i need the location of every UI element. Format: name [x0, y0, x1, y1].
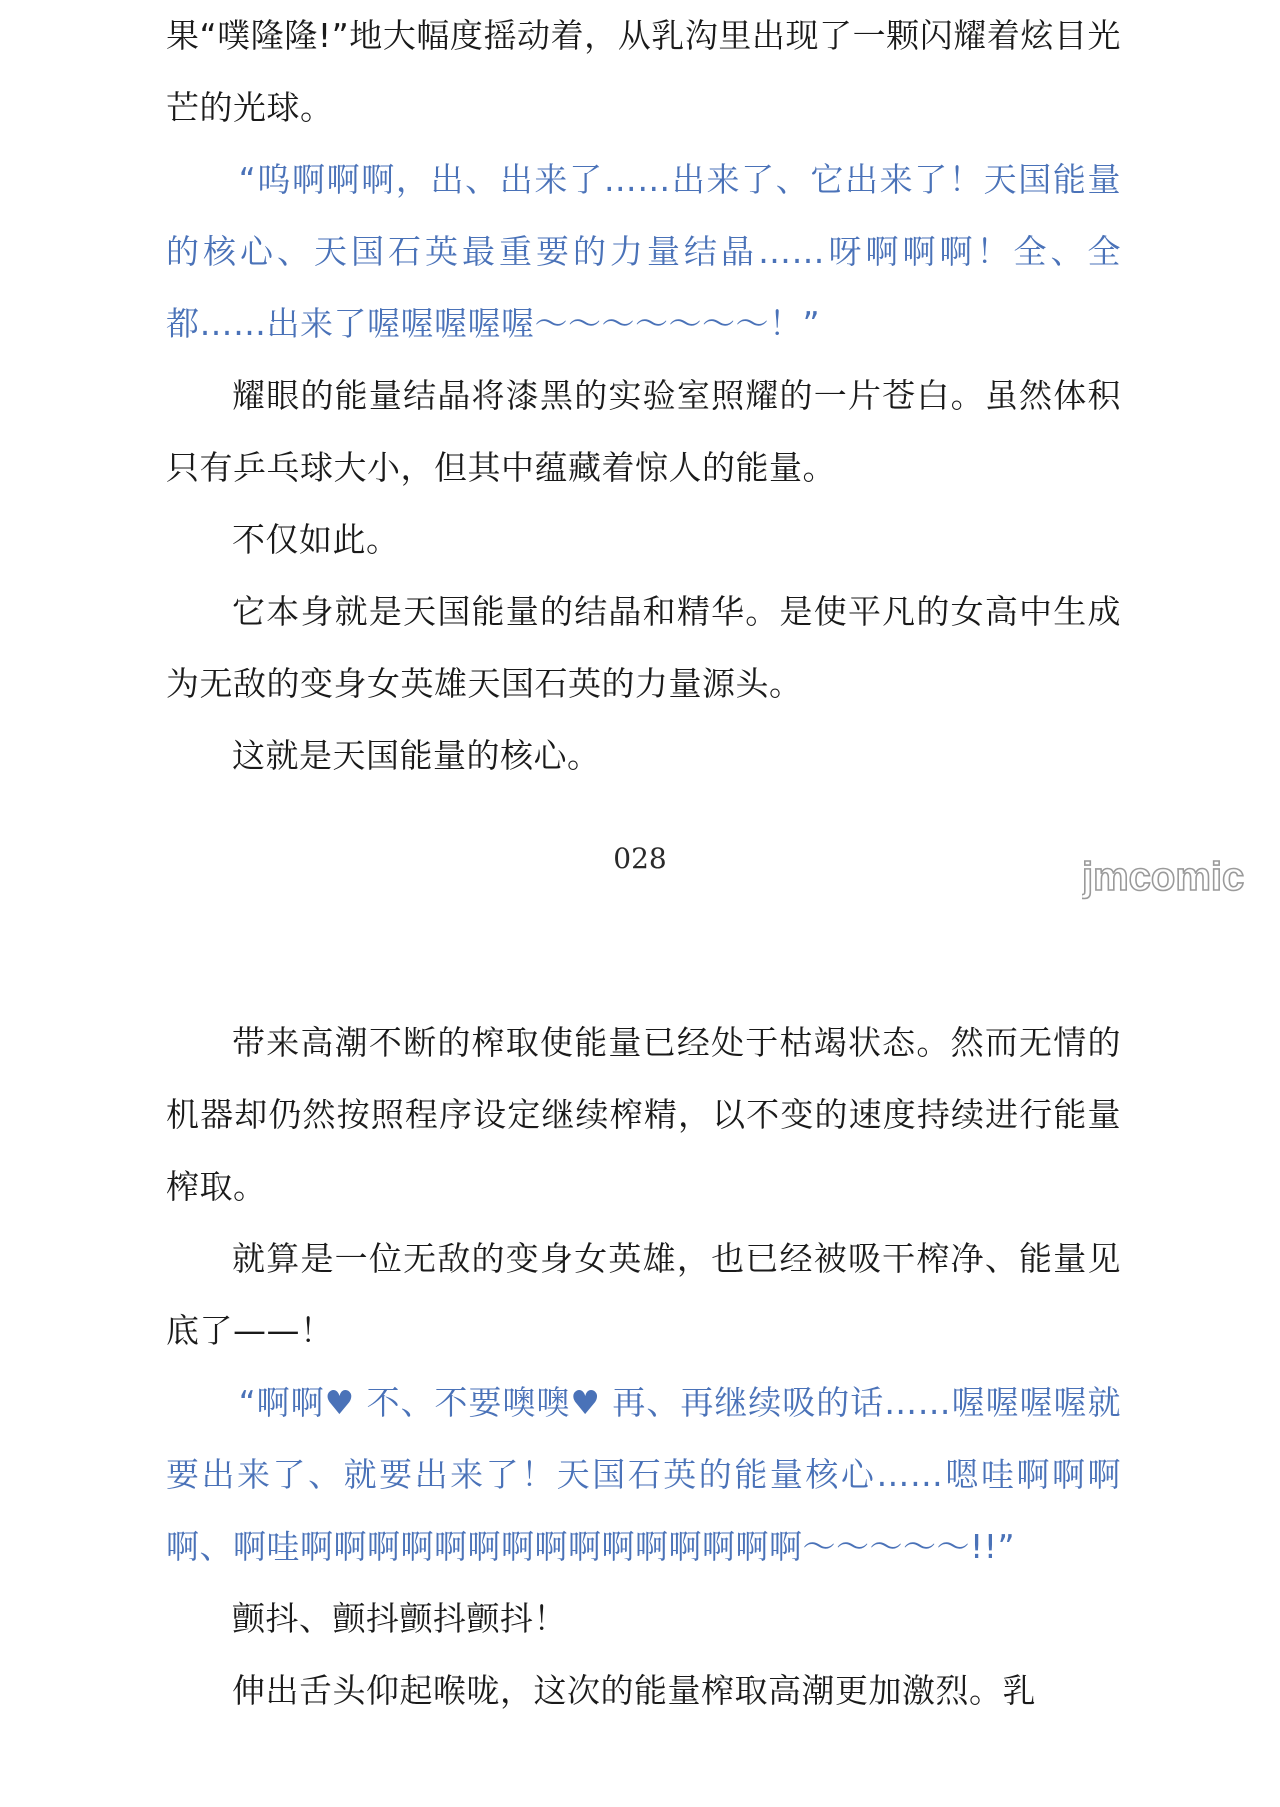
paragraph-narration: 伸出舌头仰起喉咙，这次的能量榨取高潮更加激烈。乳: [232, 1671, 1036, 1710]
watermark-logo: [1082, 852, 1280, 902]
paragraph-narration: 带来高潮不断的榨取使能量已经处于枯竭状态。然而无情的机器却仍然按照程序设定继续榨精，以不变的速度持续进行能量榨取。: [166, 1023, 1121, 1206]
paragraph-dialogue: “呜啊啊啊，出、出来了……出来了、它出来了！天国能量的核心、天国石英最重要的力量结晶……呀啊啊啊！全、全都……出来了喔喔喔喔喔～～～～～～～！”: [166, 160, 1121, 343]
paragraph-narration: 它本身就是天国能量的结晶和精华。是使平凡的女高中生成为无敌的变身女英雄天国石英的力量源头。: [166, 592, 1121, 703]
paragraph-narration: 颤抖、颤抖颤抖颤抖！: [232, 1599, 567, 1638]
paragraph-narration: 这就是天国能量的核心。: [232, 736, 601, 775]
paragraph-narration: 果“噗隆隆!”地大幅度摇动着，从乳沟里出现了一颗闪耀着炫目光芒的光球。: [166, 16, 1121, 127]
paragraph-narration: 耀眼的能量结晶将漆黑的实验室照耀的一片苍白。虽然体积只有乒乓球大小，但其中蕴藏着惊人的能量。: [166, 376, 1121, 487]
paragraph-narration: 不仅如此。: [232, 520, 400, 559]
paragraph-narration: 就算是一位无敌的变身女英雄，也已经被吸干榨净、能量见底了——！: [166, 1239, 1121, 1350]
bottom-text-section: [166, 1007, 1121, 1727]
paragraph-dialogue: “啊啊♥ 不、不要噢噢♥ 再、再继续吸的话……喔喔喔喔就要出来了、就要出来了！天国石英的能量核心……嗯哇啊啊啊啊、啊哇啊啊啊啊啊啊啊啊啊啊啊啊啊啊啊～～～～～!!”: [166, 1383, 1121, 1566]
top-text-section: [166, 0, 1121, 792]
watermark-text: jmcomic: [1082, 855, 1245, 899]
page-number: 028: [613, 842, 667, 875]
